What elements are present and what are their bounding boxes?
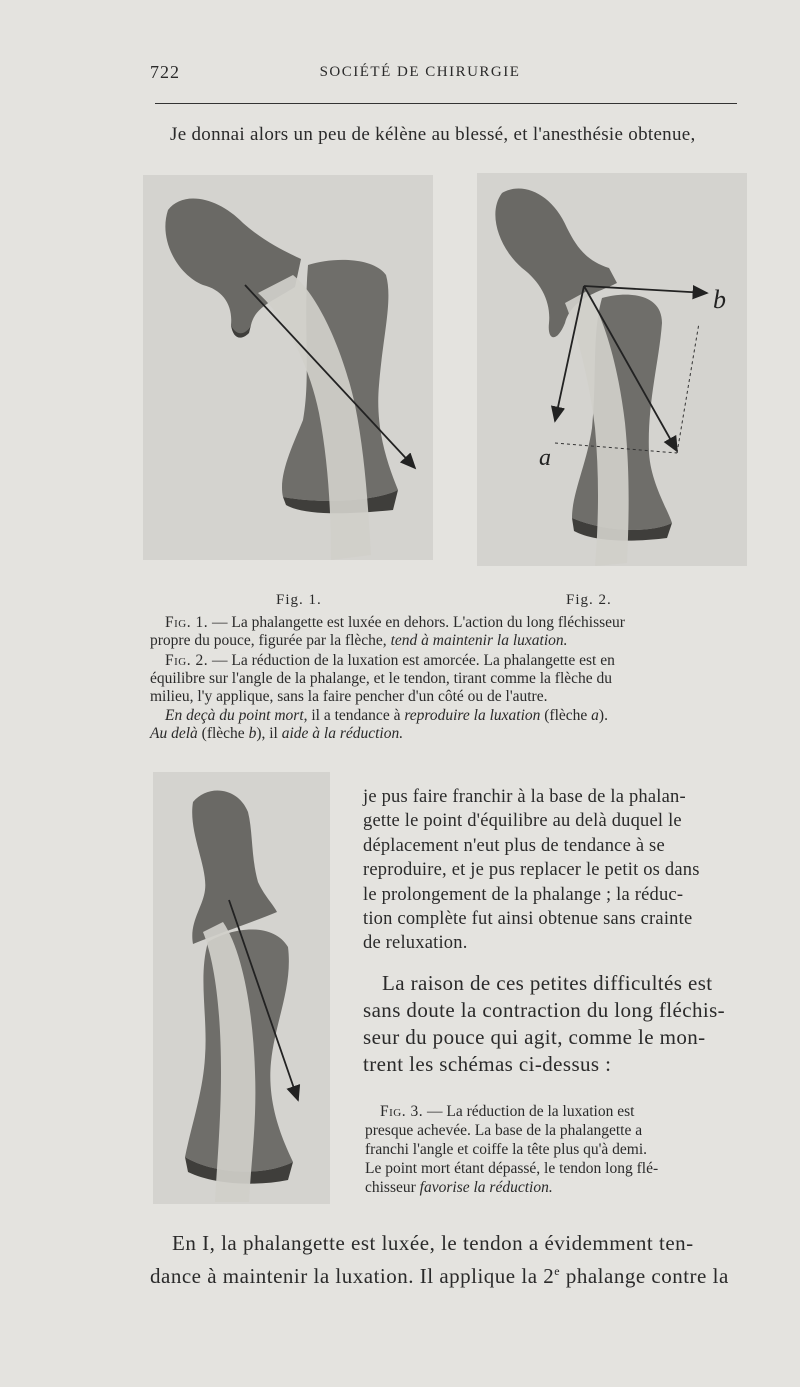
caption-fig1-line1: Fig. 1. — La phalangette est luxée en dehors. L'action du long fléchisseur [165,614,625,631]
body-large-line-2: sans doute la contraction du long fléchis- [363,998,726,1022]
body-line-5: le prolongement de la phalange ; la réduc- [363,885,684,905]
caption-fig2-line4: En deçà du point mort, il a tendance à reproduire la luxation (flèche a). [165,707,608,724]
caption-fig3-line4: Le point mort étant dépassé, le tendon long flé- [365,1160,659,1177]
bottom-line-2: dance à maintenir la luxation. Il applique la 2e phalange contre la [150,1264,729,1288]
body-line-6: tion complète fut ainsi obtenue sans crainte [363,909,693,929]
body-large-line-1: La raison de ces petites difficultés est [382,971,713,995]
caption-fig2-line1: Fig. 2. — La réduction de la luxation est amorcée. La phalangette est en [165,652,615,669]
caption-fig2-line2: équilibre sur l'angle de la phalange, et le tendon, tirant comme la flèche du [150,670,613,687]
caption-fig3-line1: Fig. 3. — La réduction de la luxation est [380,1103,635,1120]
running-title: SOCIÉTÉ DE CHIRURGIE [319,64,521,80]
caption-fig3-line2: presque achevée. La base de la phalangette a [365,1122,643,1139]
caption-fig2-line5: Au delà (flèche b), il aide à la réduction. [150,725,404,742]
body-line-7: de reluxation. [363,933,468,953]
caption-fig1-line2: propre du pouce, figurée par la flèche, tend à maintenir la luxation. [150,632,568,649]
body-line-3: déplacement n'eut plus de tendance à se [363,836,665,856]
body-large-line-4: trent les schémas ci-dessus : [363,1052,612,1076]
figure-1-photo [143,175,433,560]
page-number: 722 [150,62,180,82]
body-line-1: je pus faire franchir à la base de la phalan- [363,787,686,807]
figure-3-photo [153,772,330,1204]
body-line-2: gette le point d'équilibre au delà duquel le [363,811,682,831]
caption-fig3-line3: franchi l'angle et coiffe la tête plus qu'à demi. [365,1141,648,1158]
header-rule [155,103,737,104]
figure-1-label: Fig. 1. [276,592,322,608]
body-large-line-3: seur du pouce qui agit, comme le mon- [363,1025,706,1049]
intro-line: Je donnai alors un peu de kélène au blessé, et l'anesthésie obtenue, [170,124,696,145]
caption-fig2-line3: milieu, l'y applique, sans la faire pencher d'un côté ou de l'autre. [150,688,548,705]
arrow-a-label: a [539,445,551,471]
bottom-line-1: En I, la phalangette est luxée, le tendon a évidemment ten- [172,1231,694,1255]
arrow-b-label: b [713,285,726,314]
body-line-4: reproduire, et je pus replacer le petit os dans [363,860,700,880]
figure-2-photo [477,173,747,566]
figure-2-label: Fig. 2. [566,592,612,608]
caption-fig3-line5: chisseur favorise la réduction. [365,1179,553,1196]
